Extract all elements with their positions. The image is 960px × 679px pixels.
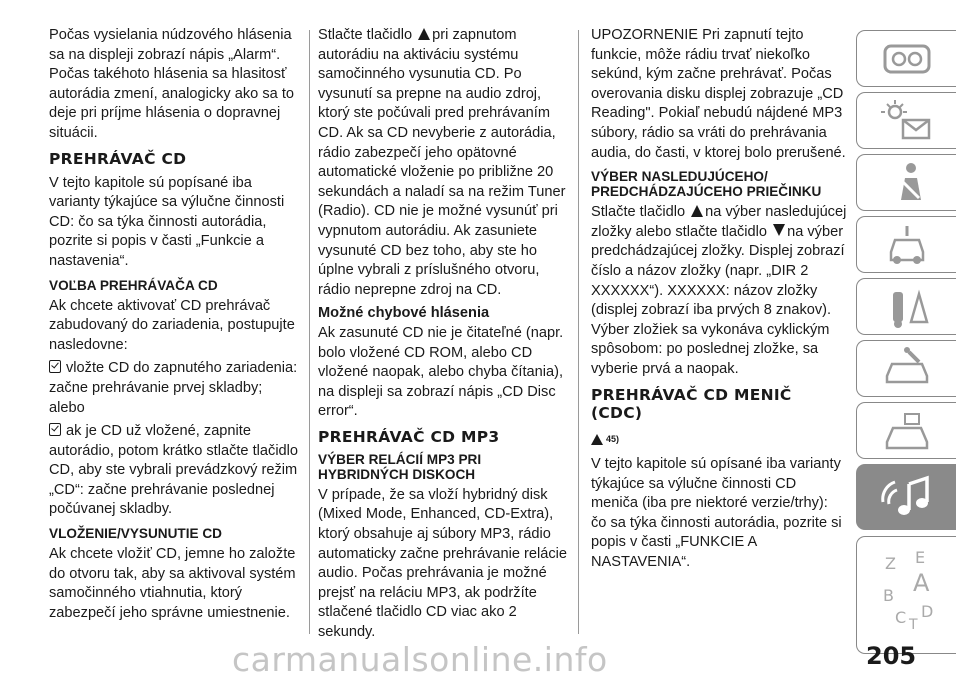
svg-text:A: A [912, 569, 929, 597]
car-start-icon[interactable] [856, 216, 956, 273]
warning-number: 45) [606, 433, 620, 444]
svg-text:B: B [882, 586, 894, 605]
svg-text:T: T [908, 617, 918, 633]
multimedia-icon[interactable] [856, 464, 956, 530]
paragraph-hybrid-disc: V prípade, že sa vloží hybridný disk (Mixed Mode, Enhanced, CD-Extra), ktorý obsahuje aj súbory MP3, rádio automaticky začne prehrávanie relácie audio. Počas prehrávania je možné prejsť na reláciu MP3, ak podržíte stlačené tlačidlo CD viac ako 2 sekundy. [318, 486, 568, 641]
checkbox-bullet-icon [49, 423, 61, 436]
column-3 [591, 26, 847, 577]
bullet-insert-cd [49, 359, 301, 418]
heading-error-messages: Možné chybové hlásenia [318, 305, 490, 322]
heading-mp3-hybrid: VÝBER RELÁCIÍ MP3 PRI HYBRIDNÝCH DISKOCH [318, 451, 482, 482]
heading-cd-mp3: PREHRÁVAČ CD MP3 [318, 427, 500, 446]
page-number: 205 [866, 642, 917, 670]
column-1 [49, 26, 301, 627]
eject-button-icon [418, 28, 430, 40]
emergency-icon[interactable] [856, 278, 956, 335]
warning-lights-icon[interactable] [856, 92, 956, 149]
paragraph-activate-cd: Ak chcete aktivovať CD prehrávač zabudovaný do zariadenia, postupujte nasledovne: [49, 297, 295, 353]
bullet-inserted-text: ak je CD už vložené, zapnite autorádio, potom krátko stlačte tlačidlo CD, aby ste vybrali prevádzkový režim „CD“: začne prehrávanie poslednej počúvanej skladby. [49, 423, 299, 518]
paragraph-cd-changer: V tejto kapitole sú opísané iba varianty týkajúce sa výlučne činnosti CD meniča (iba pre niektoré verzie/trhy): čo sa týka činnosti autorádia, pozrite si popis v časti „FUNKCIE A NASTAVENIA“. [591, 456, 842, 571]
folder-text-b: na výber nasledujúcej zložky alebo stlačte tlačidlo [591, 204, 847, 240]
up-button-icon [691, 205, 703, 217]
bullet-insert-text: vložte CD do zapnutého zariadenia: začne prehrávanie prvej skladby; alebo [49, 360, 298, 416]
column-divider [309, 30, 310, 634]
down-button-icon [773, 224, 785, 236]
heading-cd-changer: PREHRÁVAČ CD MENIČ (CDC) [591, 385, 792, 422]
heading-select-cd: VOĽBA PREHRÁVAČA CD [49, 277, 218, 293]
folder-text-a: Stlačte tlačidlo [591, 204, 686, 221]
alphabet-index-icon[interactable] [856, 536, 956, 654]
paragraph-warning: UPOZORNENIE Pri zapnutí tejto funkcie, môže rádiu trvať niekoľko sekúnd, kým začne prehrávať. Počas overovania disku displej zobrazuje „CD Reading". Pokiaľ nebudú nájdené MP3 súbory, rádio sa vráti do prehrávania audia, do časti, v ktorej bolo prerušené. [591, 27, 846, 161]
svg-text:D: D [920, 602, 933, 621]
paragraph-insert-cd: Ak chcete vložiť CD, jemne ho založte do otvoru tak, aby sa aktivoval systém samočinného vtiahnutia, ktorý zabezpečí jeho správne umiestnenie. [49, 546, 296, 621]
heading-insert-eject: VLOŽENIE/VYSUNUTIE CD [49, 526, 222, 542]
paragraph-eject [318, 26, 568, 300]
warning-triangle-icon [591, 434, 603, 445]
paragraph-cd-error: Ak zasunuté CD nie je čitateľné (napr. bolo vložené CD ROM, alebo CD vložené naopak, alebo chyba čítania), na displeji sa zobrazí nápis „CD Disc error“. [318, 324, 564, 420]
seatbelt-airbag-icon[interactable] [856, 154, 956, 211]
svg-text:C: C [894, 608, 906, 627]
column-2 [318, 26, 568, 647]
paragraph-folder [591, 203, 847, 379]
eject-text-rest: pri zapnutom autorádiu na aktiváciu systému samočinného vysunutia CD. Po vysunutí sa prepne na audio zdroj, ktorý ste počúvali pred prehrávaním CD. Ak sa CD nevyberie z autorádia, rádio zabezpečí jeho opätovné automatické vloženie po približne 20 sekundách a naladí sa na režim Tuner (Radio). CD nie je možné vysunúť pri vypnutom autorádiu. Ak zasuniete vysunuté CD bez toho, aby ste ho úplne vybrali z príslušného otvoru, rádio neprepne zdroj na CD. [318, 27, 566, 298]
paragraph-alarm: Počas vysielania núdzového hlásenia sa na displeji zobrazí nápis „Alarm“. Počas takéhoto hlásenia sa hlasitosť autorádia zmení, analogicky ako sa to deje pri príjme hlásenia o dopravnej situácii. [49, 27, 294, 141]
dashboard-icon[interactable] [856, 30, 956, 87]
svg-text:E: E [914, 548, 925, 567]
eject-text-start: Stlačte tlačidlo [318, 27, 413, 43]
folder-text-c: na výber predchádzajúcej zložky. Displej zobrazí číslo a názov zložky (napr. „DIR 2 XXXXXX“). XXXXXX: názov zložky (displej zobrazí iba prvých 8 znakov). Výber zložiek sa vykonáva cyklickým spôsobom: po poslednej zložke, sa vyberie prvá a naopak. [591, 223, 845, 377]
car-maintenance-icon[interactable] [856, 340, 956, 397]
column-divider [578, 30, 579, 634]
bullet-cd-inserted [49, 422, 301, 520]
warning-reference [591, 430, 619, 450]
svg-text:Z: Z [884, 554, 896, 573]
heading-folder-select: VÝBER NASLEDUJÚCEHO/ PREDCHÁDZAJÚCEHO PRIEČINKU [591, 169, 822, 200]
heading-cd-player: PREHRÁVAČ CD [49, 149, 187, 168]
paragraph-cd-intro: V tejto kapitole sú popísané iba varianty týkajúce sa výlučne činnosti CD: čo sa týka činnosti autorádia, pozrite si popis v časti „Funkcie a nastavenia“. [49, 174, 285, 269]
watermark: carmanualsonline.info [232, 640, 608, 679]
checkbox-bullet-icon [49, 360, 61, 373]
data-icon[interactable] [856, 402, 956, 459]
